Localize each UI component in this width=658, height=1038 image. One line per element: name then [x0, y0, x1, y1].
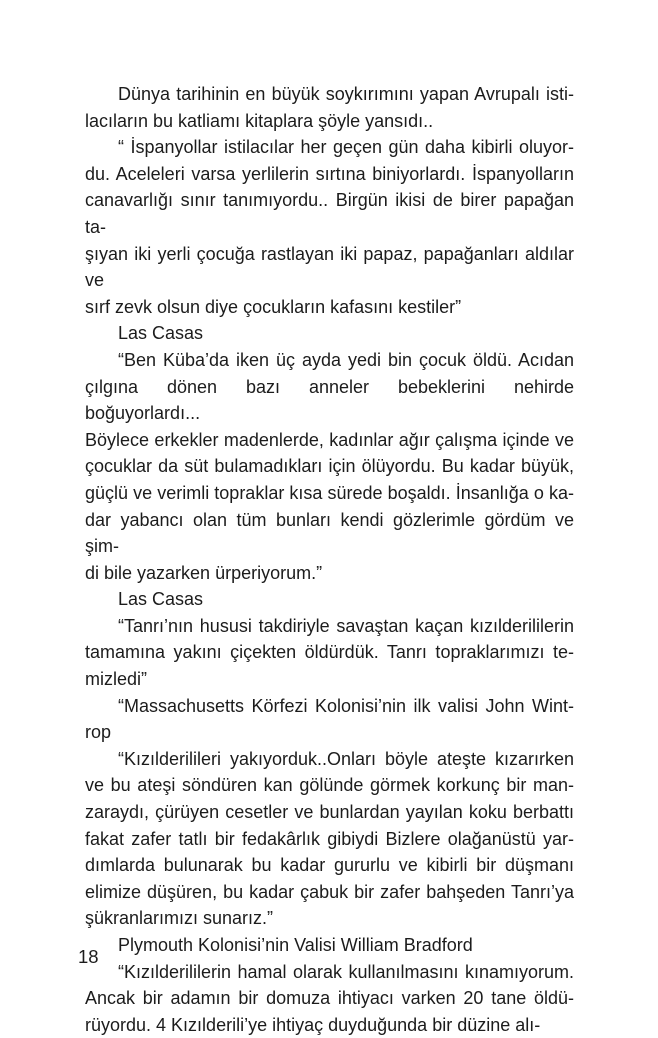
text-line: Böylece erkekler madenlerde, kadınlar ağır çalışma içinde ve	[85, 429, 574, 450]
text-line: “Kızılderililerin hamal olarak kullanılmasını kınamıyorum.	[118, 961, 574, 982]
page-text	[85, 81, 574, 1038]
paragraph	[85, 932, 574, 959]
text-line: güçlü ve verimli topraklar kısa sürede boşaldı. İnsanlığa o ka-	[85, 482, 574, 503]
paragraph	[85, 959, 574, 1038]
text-line: “Ben Küba’da iken üç ayda yedi bin çocuk öldü. Acıdan	[118, 349, 574, 370]
text-line: rüyordu. 4 Kızılderili’ye ihtiyaç duyduğunda bir düzine alı-	[85, 1014, 541, 1035]
paragraph	[85, 347, 574, 586]
text-line: canavarlığı sınır tanımıyordu.. Birgün ikisi de birer papağan ta-	[85, 190, 574, 237]
text-line: tamamına yakını çiçekten öldürdük. Tanrı topraklarımızı te-	[85, 642, 574, 663]
text-line: elimize düşüren, bu kadar çabuk bir zafer bahşeden Tanrı’ya	[85, 881, 574, 902]
text-line: Dünya tarihinin en büyük soykırımını yapan Avrupalı isti-	[118, 84, 574, 104]
text-line: mizledi”	[85, 669, 148, 690]
paragraph	[85, 693, 574, 746]
text-line: Las Casas	[118, 589, 204, 610]
text-line: şükranlarımızı sunarız.”	[85, 908, 274, 929]
paragraph	[85, 134, 574, 320]
text-line: çılgına dönen bazı anneler bebeklerini nehirde boğuyorlardı...	[85, 376, 574, 424]
text-line: lacıların bu katliamı kitaplara şöyle yansıdı..	[85, 110, 434, 131]
text-line: sırf zevk olsun diye çocukların kafasını kestiler”	[85, 296, 462, 317]
text-line: dar yabancı olan tüm bunları kendi gözlerimle gördüm ve şim-	[85, 509, 574, 557]
text-line: çocuklar da süt bulamadıkları için ölüyordu. Bu kadar büyük,	[85, 456, 574, 477]
text-line: Las Casas	[118, 323, 204, 344]
text-line: şıyan iki yerli çocuğa rastlayan iki papaz, papağanları aldılar ve	[85, 243, 574, 291]
text-line: “Massachusetts Körfezi Kolonisi’nin ilk valisi John Wint-	[118, 695, 574, 716]
text-line: du. Aceleleri varsa yerlilerin sırtına biniyorlardı. İspanyolların	[85, 163, 574, 184]
text-line: Ancak bir adamın bir domuza ihtiyacı varken 20 tane öldü-	[85, 988, 574, 1009]
text-line: rop	[85, 722, 112, 743]
text-line: “Tanrı’nın hususi takdiriyle savaştan kaçan kızılderililerin	[118, 615, 574, 636]
text-line: dımlarda bulunarak bu kadar gururlu ve kibirli bir düşmanı	[85, 855, 574, 876]
paragraph	[85, 81, 574, 134]
page-number: 18	[78, 946, 99, 967]
text-line: ve bu ateşi söndüren kan gölünde görmek korkunç bir man-	[85, 775, 574, 796]
paragraph	[85, 746, 574, 932]
text-line: di bile yazarken ürperiyorum.”	[85, 562, 323, 583]
paragraph	[85, 586, 574, 613]
text-line: fakat zafer tatlı bir fedakârlık gibiydi Bizlere olağanüstü yar-	[85, 828, 574, 849]
text-line: zaraydı, çürüyen cesetler ve bunlardan yayılan koku berbattı	[85, 802, 574, 823]
text-line: “ İspanyollar istilacılar her geçen gün daha kibirli oluyor-	[118, 137, 574, 158]
text-line: “Kızılderilileri yakıyorduk..Onları böyle ateşte kızarırken	[118, 748, 574, 769]
text-line: Plymouth Kolonisi’nin Valisi William Bradford	[118, 935, 473, 955]
paragraph	[85, 613, 574, 693]
paragraph	[85, 320, 574, 347]
